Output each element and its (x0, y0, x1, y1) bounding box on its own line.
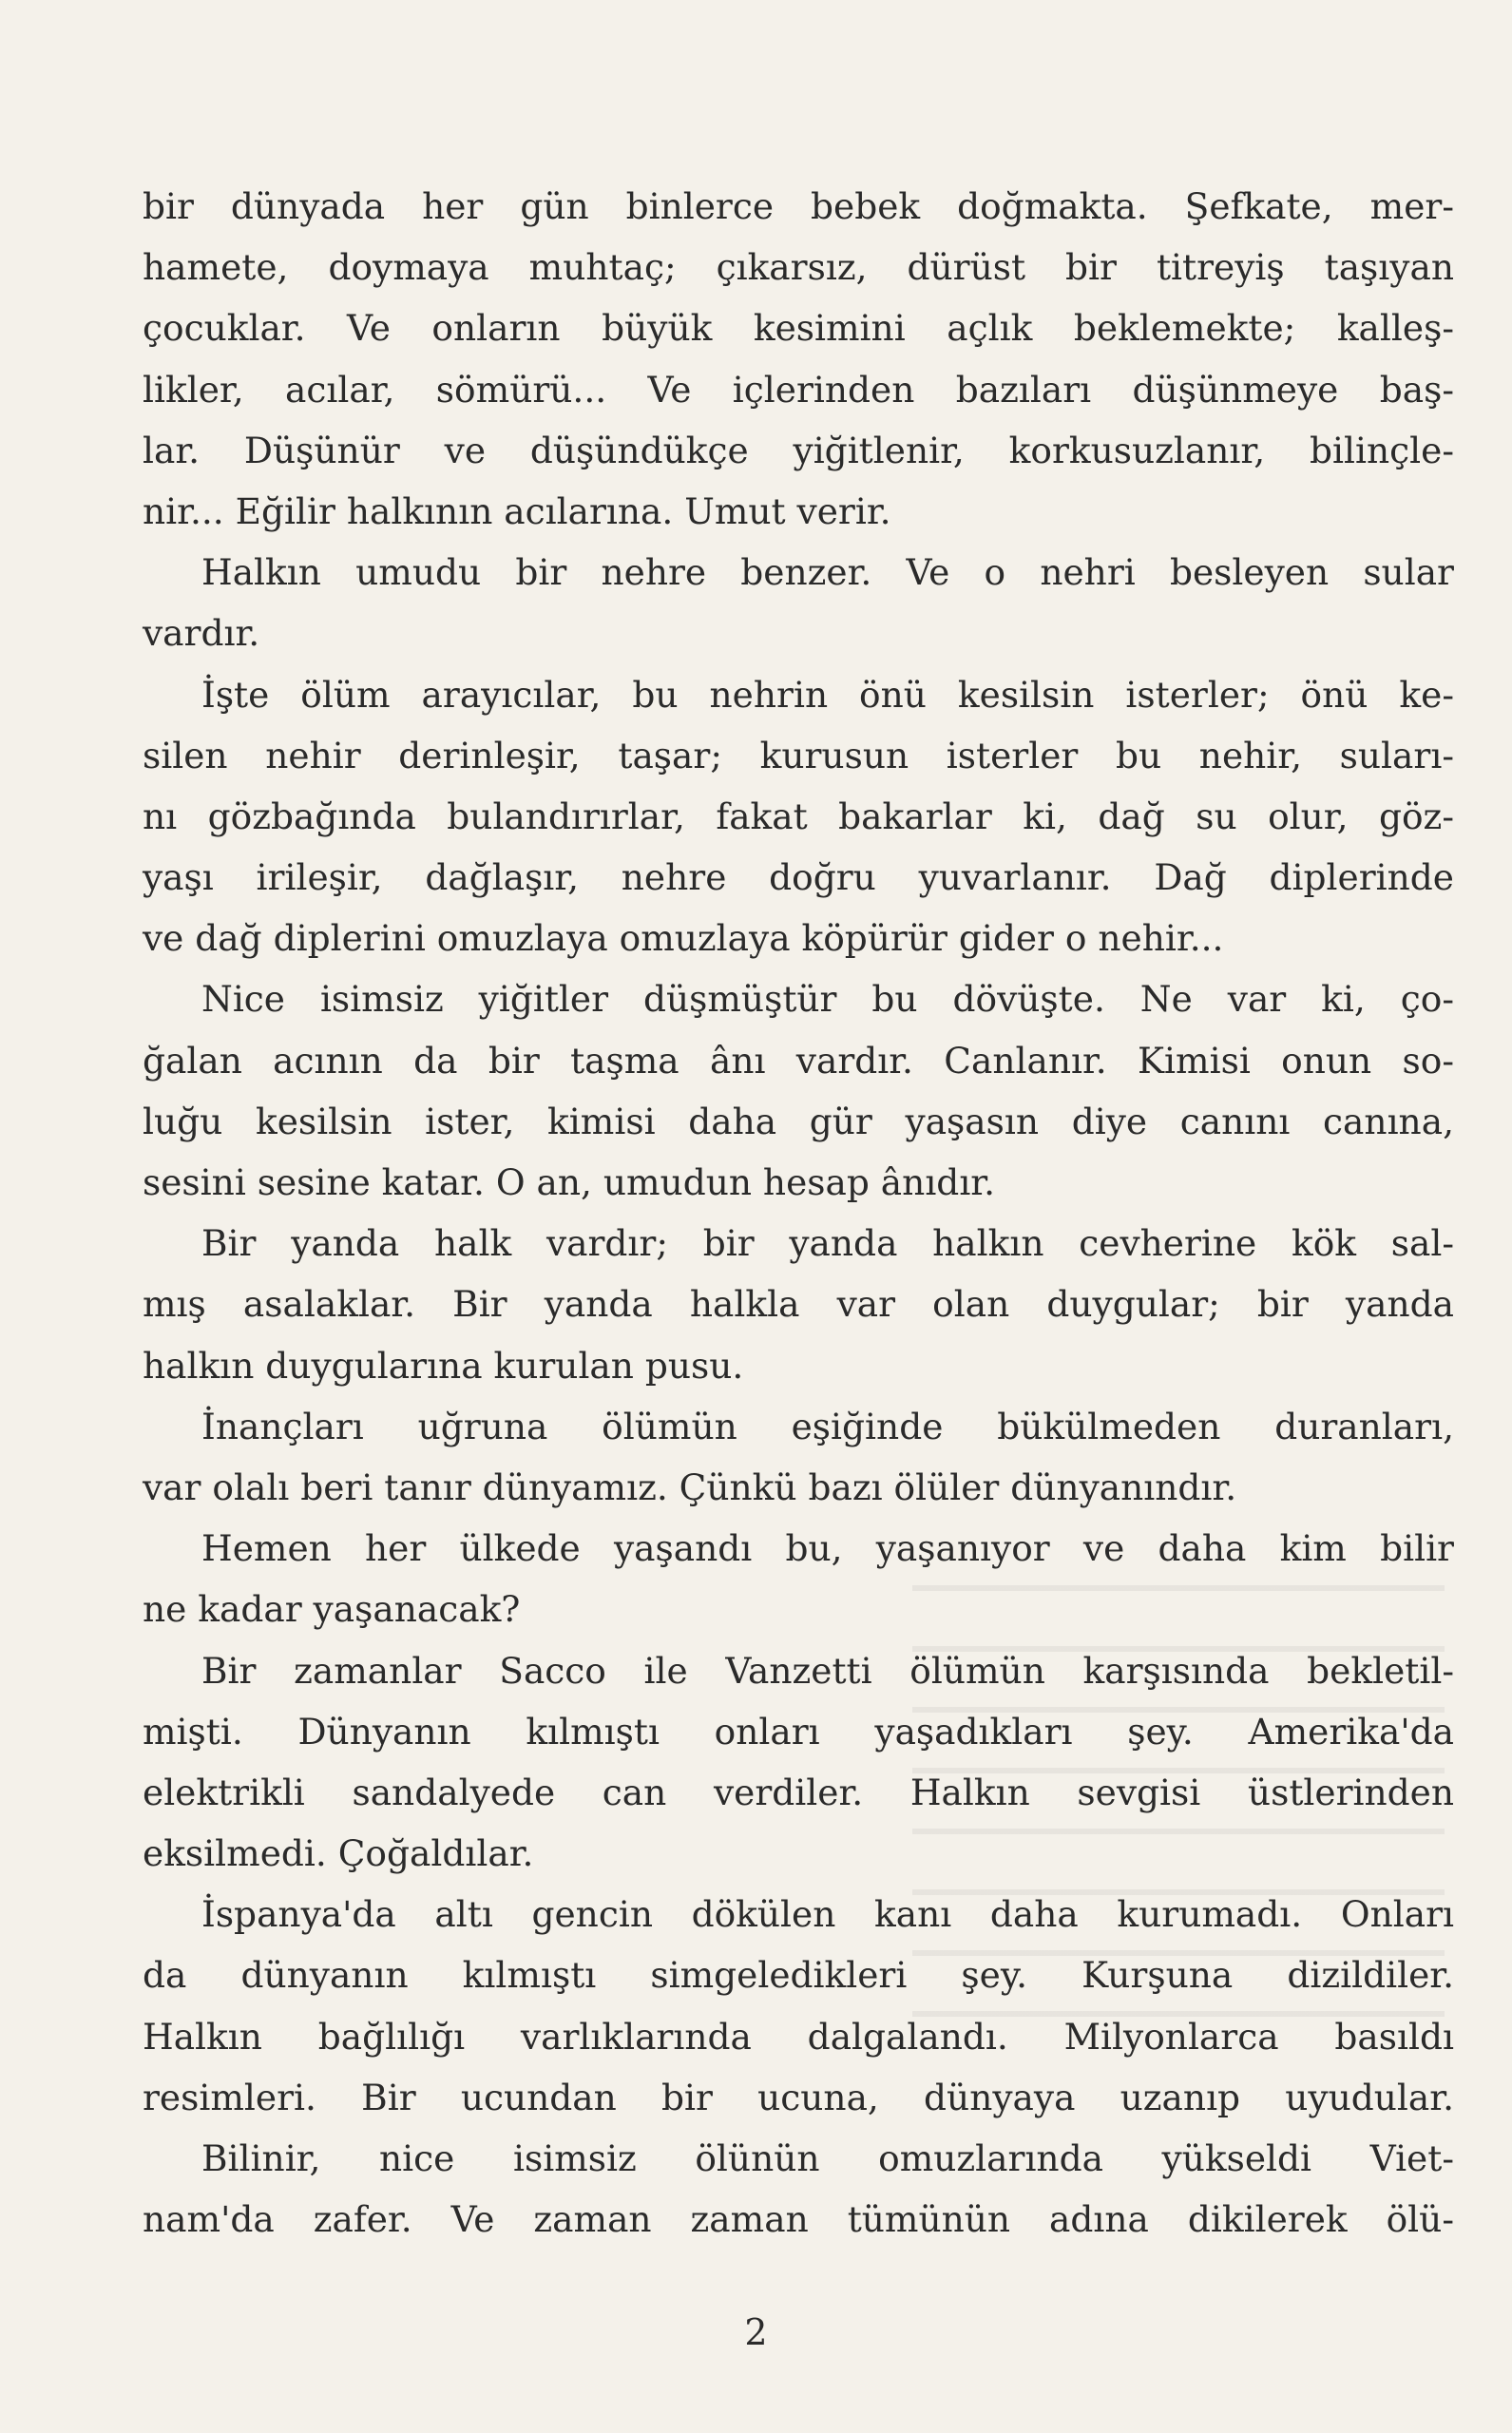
text-line: resimleri. Bir ucundan bir ucuna, dünyaya uzanıp uyudular. (143, 2076, 1454, 2118)
text-line: Bilinir, nice isimsiz ölünün omuzlarında yükseldi Viet- (201, 2137, 1454, 2179)
text-line: Bir zamanlar Sacco ile Vanzetti ölümün karşısında bekletil- (201, 1649, 1454, 1692)
text-line: luğu kesilsin ister, kimisi daha gür yaşasın diye canını canına, (143, 1100, 1454, 1142)
text-line: Halkın umudu bir nehre benzer. Ve o nehri besleyen sular (201, 551, 1454, 594)
text-line: silen nehir derinleşir, taşar; kurusun isterler bu nehir, suları- (143, 734, 1454, 776)
page-body (143, 176, 1454, 2314)
text-line: mişti. Dünyanın kılmıştı onları yaşadıkları şey. Amerika'da (143, 1710, 1454, 1753)
text-line: eksilmedi. Çoğaldılar. (143, 1832, 534, 1875)
text-line: da dünyanın kılmıştı simgeledikleri şey. Kurşuna dizildiler. (143, 1954, 1454, 1997)
text-line: halkın duygularına kurulan pusu. (143, 1344, 744, 1387)
text-line: ne kadar yaşanacak? (143, 1588, 521, 1631)
page-number: 2 (744, 2311, 768, 2353)
text-line: ve dağ diplerini omuzlaya omuzlaya köpürür gider o nehir... (143, 917, 1224, 960)
text-line: var olalı beri tanır dünyamız. Çünkü bazı ölüler dünyanındır. (143, 1466, 1237, 1508)
text-line: lar. Düşünür ve düşündükçe yiğitlenir, korkusuzlanır, bilinçle- (143, 429, 1454, 471)
text-line: vardır. (143, 612, 260, 655)
text-line: mış asalaklar. Bir yanda halkla var olan duygular; bir yanda (143, 1283, 1454, 1326)
text-line: Hemen her ülkede yaşandı bu, yaşanıyor ve daha kim bilir (201, 1527, 1454, 1570)
text-line: nir... Eğilir halkının acılarına. Umut verir. (143, 489, 891, 532)
text-line: nam'da zafer. Ve zaman zaman tümünün adına dikilerek ölü- (143, 2198, 1454, 2241)
text-line: çocuklar. Ve onların büyük kesimini açlık beklemekte; kalleş- (143, 307, 1454, 350)
text-line: nı gözbağında bulandırırlar, fakat bakarlar ki, dağ su olur, göz- (143, 795, 1454, 837)
text-line: Halkın bağlılığı varlıklarında dalgalandı. Milyonlarca basıldı (143, 2015, 1454, 2058)
text-line: İnançları uğruna ölümün eşiğinde bükülmeden duranları, (201, 1405, 1454, 1447)
text-line: İşte ölüm arayıcılar, bu nehrin önü kesilsin isterler; önü ke- (201, 673, 1454, 716)
text-line: Nice isimsiz yiğitler düşmüştür bu dövüşte. Ne var ki, ço- (201, 978, 1454, 1021)
text-line: ğalan acının da bir taşma ânı vardır. Canlanır. Kimisi onun so- (143, 1039, 1454, 1082)
text-line: bir dünyada her gün binlerce bebek doğmakta. Şefkate, mer- (143, 185, 1454, 227)
text-line: likler, acılar, sömürü... Ve içlerinden bazıları düşünmeye baş- (143, 368, 1454, 411)
text-line: İspanya'da altı gencin dökülen kanı daha kurumadı. Onları (201, 1893, 1454, 1936)
text-line: yaşı irileşir, dağlaşır, nehre doğru yuvarlanır. Dağ diplerinde (143, 856, 1454, 899)
text-line: elektrikli sandalyede can verdiler. Halkın sevgisi üstlerinden (143, 1771, 1454, 1813)
text-line: sesini sesine katar. O an, umudun hesap ânıdır. (143, 1161, 996, 1203)
text-line: Bir yanda halk vardır; bir yanda halkın cevherine kök sal- (201, 1222, 1454, 1265)
text-line: hamete, doymaya muhtaç; çıkarsız, dürüst bir titreyiş taşıyan (143, 246, 1454, 289)
